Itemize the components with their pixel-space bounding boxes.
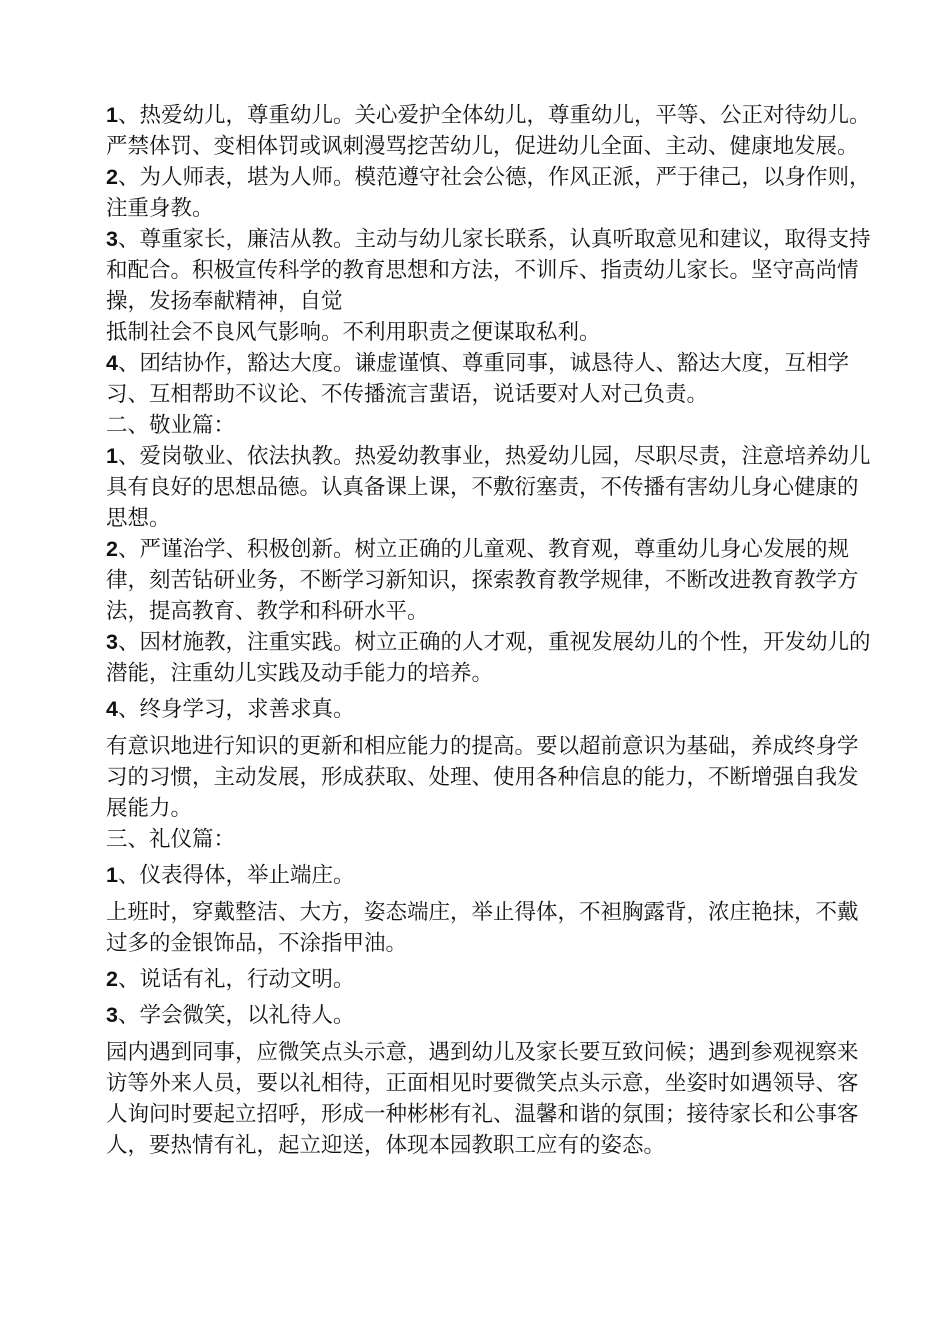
paragraph-text: 园内遇到同事，应微笑点头示意，遇到幼儿及家长要互致问候；遇到参观视察来访等外来人员，要以礼相待，正面相见时要微笑点头示意，坐姿时如遇领导、客人询问时要起立招呼，形成一种彬彬有礼、温馨和谐的氛围；接待家长和公事客人，要热情有礼，起立迎送，体现本园教职工应有的姿态。 — [106, 1040, 859, 1158]
paragraph-text: 、为人师表，堪为人师。模范遵守社会公德，作风正派，严于律己，以身作则，注重身教。 — [106, 165, 871, 221]
paragraph-text: 、因材施教，注重实践。树立正确的人才观，重视发展幼儿的个性，开发幼儿的潜能，注重幼儿实践及动手能力的培养。 — [106, 630, 871, 686]
paragraph-2 — [106, 162, 876, 224]
paragraph-text: 、学会微笑，以礼待人。 — [117, 1003, 355, 1028]
paragraph-text: 、终身学习，求善求真。 — [117, 697, 355, 722]
paragraph-4 — [106, 348, 876, 410]
item-number: 1 — [106, 103, 118, 127]
paragraph-1 — [106, 100, 876, 162]
paragraph-11-body — [106, 1037, 876, 1161]
section-heading-etiquette — [106, 824, 876, 855]
item-number: 4 — [106, 351, 118, 375]
paragraph-text: 、严谨治学、积极创新。树立正确的儿童观、教育观，尊重幼儿身心发展的规律，刻苦钻研业务，不断学习新知识，探索教育教学规律，不断改进教育教学方法，提高教育、教学和科研水平。 — [106, 537, 859, 624]
paragraph-text: 、爱岗敬业、依法执教。热爱幼教事业，热爱幼儿园，尽职尽责，注意培养幼儿具有良好的思想品德。认真备课上课，不敷衍塞责，不传播有害幼儿身心健康的思想。 — [106, 444, 871, 531]
paragraph-text: 、团结协作，豁达大度。谦虚谨慎、尊重同事，诚恳待人、豁达大度，互相学习、互相帮助不议论、不传播流言蜚语，说话要对人对己负责。 — [106, 351, 849, 407]
paragraph-text: 上班时，穿戴整洁、大方，姿态端庄，举止得体，不袒胸露背，浓庄艳抹，不戴过多的金银饰品，不涂指甲油。 — [106, 900, 859, 956]
section-heading-dedication — [106, 410, 876, 441]
paragraph-5 — [106, 441, 876, 534]
item-number: 2 — [106, 165, 118, 189]
section-heading: 二、敬业篇： — [106, 413, 236, 438]
paragraph-text: 、热爱幼儿，尊重幼儿。关心爱护全体幼儿，尊重幼儿，平等、公正对待幼儿。严禁体罚、变相体罚或讽刺漫骂挖苦幼儿，促进幼儿全面、主动、健康地发展。 — [106, 103, 871, 159]
item-number: 1 — [106, 444, 118, 468]
paragraph-text: 、尊重家长，廉洁从教。主动与幼儿家长联系，认真听取意见和建议，取得支持和配合。积极宣传科学的教育思想和方法，不训斥、指责幼儿家长。坚守高尚情操，发扬奉献精神，自觉 — [106, 227, 871, 314]
paragraph-8 — [106, 694, 876, 725]
paragraph-text: 、仪表得体，举止端庄。 — [117, 863, 355, 888]
paragraph-3 — [106, 224, 876, 317]
item-number: 3 — [106, 227, 118, 251]
paragraph-10 — [106, 964, 876, 995]
paragraph-6 — [106, 534, 876, 627]
document-body — [106, 100, 876, 1161]
paragraph-text: 有意识地进行知识的更新和相应能力的提高。要以超前意识为基础，养成终身学习的习惯，主动发展，形成获取、处理、使用各种信息的能力，不断增强自我发展能力。 — [106, 734, 859, 821]
paragraph-9-body — [106, 897, 876, 959]
item-number: 2 — [106, 967, 118, 991]
item-number: 3 — [106, 1003, 118, 1027]
paragraph-11 — [106, 1000, 876, 1031]
item-number: 3 — [106, 630, 118, 654]
paragraph-8-body — [106, 731, 876, 824]
paragraph-3-continued — [106, 317, 876, 348]
paragraph-text: 、说话有礼，行动文明。 — [117, 967, 355, 992]
section-heading: 三、礼仪篇： — [106, 827, 236, 852]
paragraph-text: 抵制社会不良风气影响。不利用职责之便谋取私利。 — [106, 320, 601, 345]
paragraph-7 — [106, 627, 876, 689]
paragraph-9 — [106, 860, 876, 891]
item-number: 2 — [106, 537, 118, 561]
item-number: 1 — [106, 863, 118, 887]
item-number: 4 — [106, 697, 118, 721]
